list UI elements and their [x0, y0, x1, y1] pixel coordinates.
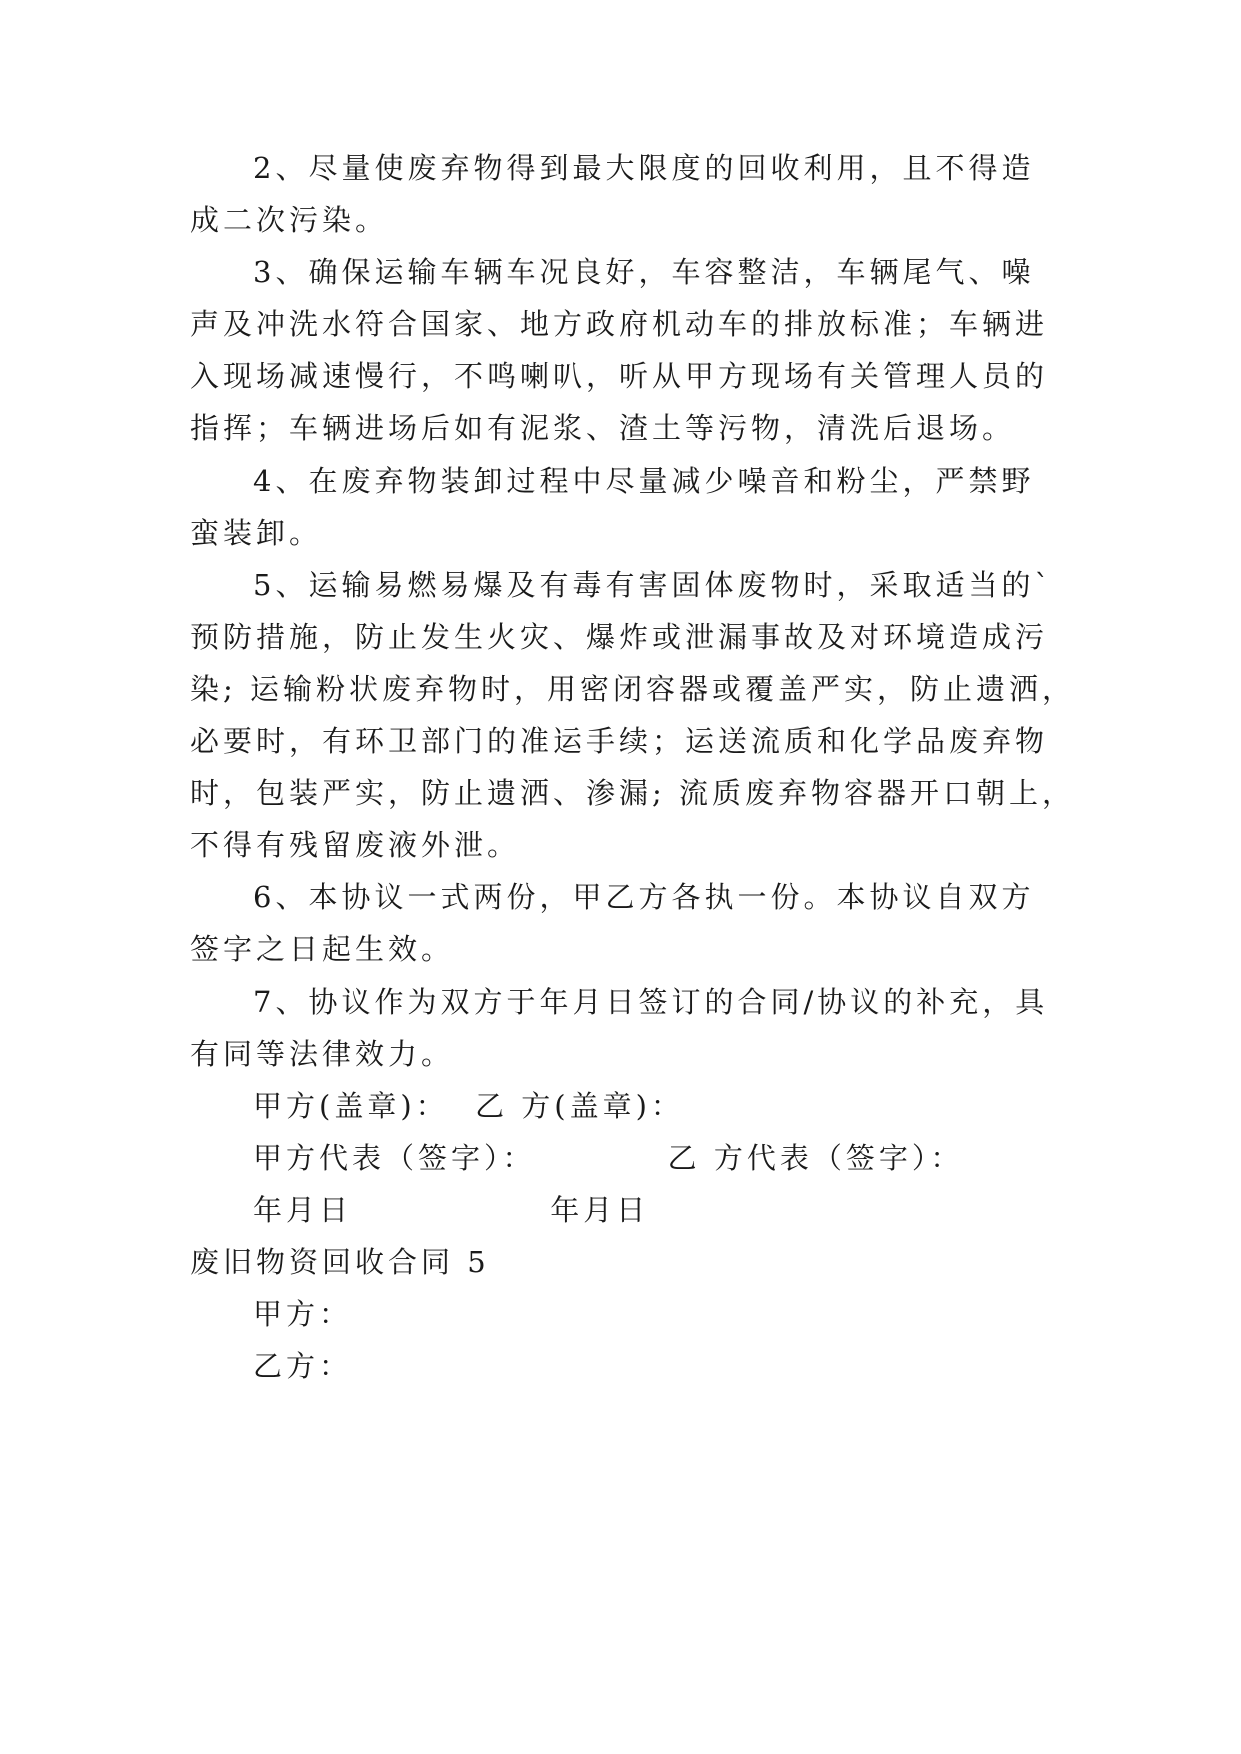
- representative-line: 甲方代表（签字）： 乙 方代表（签字）：: [253, 1141, 964, 1175]
- seal-line: 甲方(盖章)： 乙 方(盖章)：: [253, 1089, 684, 1123]
- clause-5-line-1: 5、运输易燃易爆及有毒有害固体废物时，采取适当的`: [253, 568, 1053, 602]
- clause-5-line-2: 预防措施，防止发生火灾、爆炸或泄漏事故及对环境造成污: [190, 620, 1049, 654]
- clause-3-line-4: 指挥；车辆进场后如有泥浆、渣土等污物，清洗后退场。: [190, 411, 1016, 445]
- clause-5-line-6: 不得有残留废液外泄。: [190, 828, 521, 862]
- clause-4-line-2: 蛮装卸。: [190, 516, 323, 550]
- clause-5-line-4: 必要时，有环卫部门的准运手续；运送流质和化学品废弃物: [190, 724, 1049, 758]
- clause-5-line-3: 染; 运输粉状废弃物时，用密闭容器或覆盖严实，防止遗洒，: [190, 672, 1075, 706]
- clause-3-line-3: 入现场减速慢行，不鸣喇叭，听从甲方现场有关管理人员的: [190, 359, 1049, 393]
- party-a-line: 甲方：: [253, 1297, 353, 1331]
- section-heading: 废旧物资回收合同 5: [190, 1245, 490, 1279]
- clause-7-line-2: 有同等法律效力。: [190, 1037, 455, 1071]
- date-line: 年月日 年月日: [253, 1193, 650, 1227]
- clause-2-line-2: 成二次污染。: [190, 203, 389, 237]
- clause-6-line-2: 签字之日起生效。: [190, 932, 455, 966]
- clause-4-line-1: 4、在废弃物装卸过程中尽量减少噪音和粉尘，严禁野: [253, 464, 1035, 498]
- party-b-line: 乙方：: [253, 1349, 353, 1383]
- clause-7-line-1: 7、协议作为双方于年月日签订的合同/协议的补充，具: [253, 985, 1049, 1019]
- clause-6-line-1: 6、本协议一式两份，甲乙方各执一份。本协议自双方: [253, 880, 1035, 914]
- clause-5-line-5: 时，包装严实，防止遗洒、渗漏; 流质废弃物容器开口朝上，: [190, 776, 1075, 810]
- clause-2-line-1: 2、尽量使废弃物得到最大限度的回收利用，且不得造: [253, 151, 1035, 185]
- clause-3-line-2: 声及冲洗水符合国家、地方政府机动车的排放标准；车辆进: [190, 307, 1049, 341]
- clause-3-line-1: 3、确保运输车辆车况良好，车容整洁，车辆尾气、噪: [253, 255, 1035, 289]
